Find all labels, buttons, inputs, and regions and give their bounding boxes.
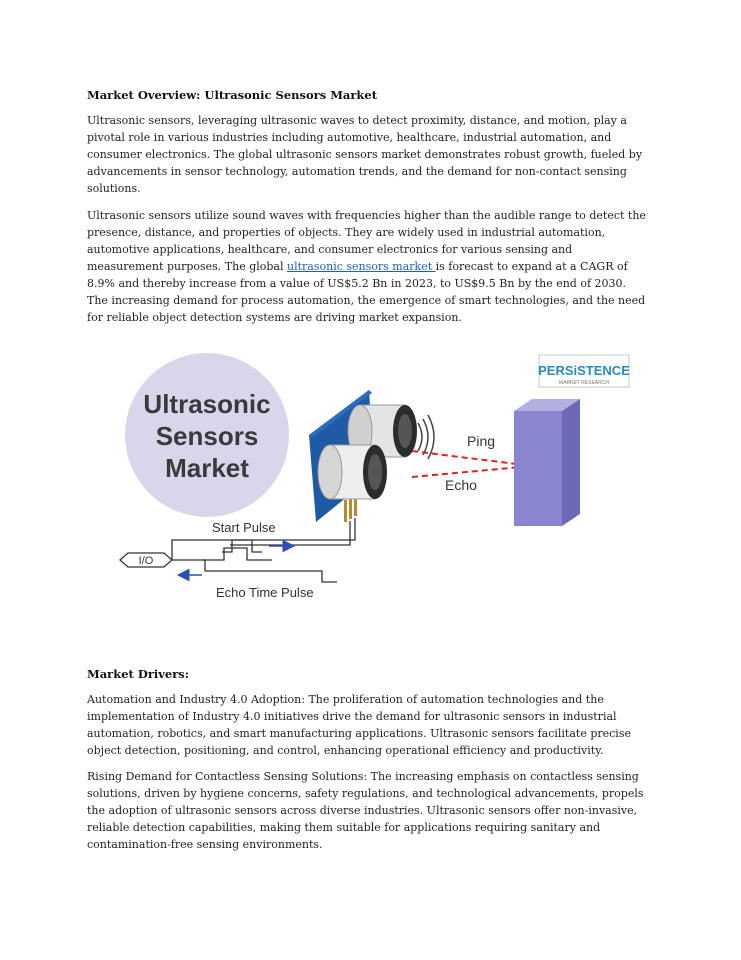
overview-paragraph-2-text-a: Ultrasonic sensors utilize sound waves with frequencies higher than the audible range to detect the presence, distance, and properties of objects. They are widely used in industrial automation, automotive applications, healthcare, and consumer electronics for various sensing and measurement purposes. The global [87,209,646,273]
overview-heading: Market Overview: Ultrasonic Sensors Market [87,88,378,102]
overview-paragraph-2 [87,207,649,326]
echo-time-pulse-label: Echo Time Pulse [216,585,314,600]
drivers-paragraph-1: Automation and Industry 4.0 Adoption: The proliferation of automation technologies and the implementation of Industry 4.0 initiatives drive the demand for ultrasonic sensors in industrial automation, robotics, and smart manufacturing applications. Ultrasonic sensors facilitate precise object detection, positioning, and control, enhancing operational efficiency and productivity. [87,693,631,757]
ping-label: Ping [467,433,496,449]
market-link[interactable]: ultrasonic sensors market [287,260,436,273]
sensor-module [309,390,417,522]
overview-paragraph-2-text-b: is forecast to expand at a CAGR of 8.9% and thereby increase from a value of US$5.2 Bn in 2023, to US$9.5 Bn by the end of 2030. The increasing demand for process automation, the emergence of smart technologies, and the need for reliable object detection systems are driving market expansion. [87,260,646,324]
target-object [514,399,580,526]
drivers-paragraph-2: Rising Demand for Contactless Sensing Solutions: The increasing emphasis on contactless sensing solutions, driven by hygiene concerns, safety regulations, and technological advancements, propels the adoption of ultrasonic sensors across diverse industries. Ultrasonic sensors offer non-invasive, reliable detection capabilities, making them suitable for applications requiring sanitary and contamination-free sensing environments. [87,770,644,851]
overview-paragraph-1: Ultrasonic sensors, leveraging ultrasonic waves to detect proximity, distance, and motion, play a pivotal role in various industries including automotive, healthcare, industrial automation, and consumer electronics. The global ultrasonic sensors market demonstrates robust growth, fueled by advancements in sensor technology, automation trends, and the demand for non-contact sensing solutions. [87,114,643,195]
ultrasonic-sensor-diagram [112,345,632,610]
title-line-2: Sensors [155,421,259,451]
title-line-1: Ultrasonic [143,389,271,419]
title-line-3: Market [165,453,249,483]
start-pulse-waveform [222,540,262,552]
io-label: I/O [138,555,154,567]
brand-sub: MARKET RESEARCH [559,380,609,386]
drivers-heading: Market Drivers: [87,667,190,681]
start-pulse-label: Start Pulse [212,520,276,535]
brand-name: PERSiSTENCE [538,363,630,378]
persistence-logo [538,355,630,387]
io-tag [120,553,172,567]
transducer-bottom [318,445,387,499]
echo-label: Echo [445,477,477,493]
